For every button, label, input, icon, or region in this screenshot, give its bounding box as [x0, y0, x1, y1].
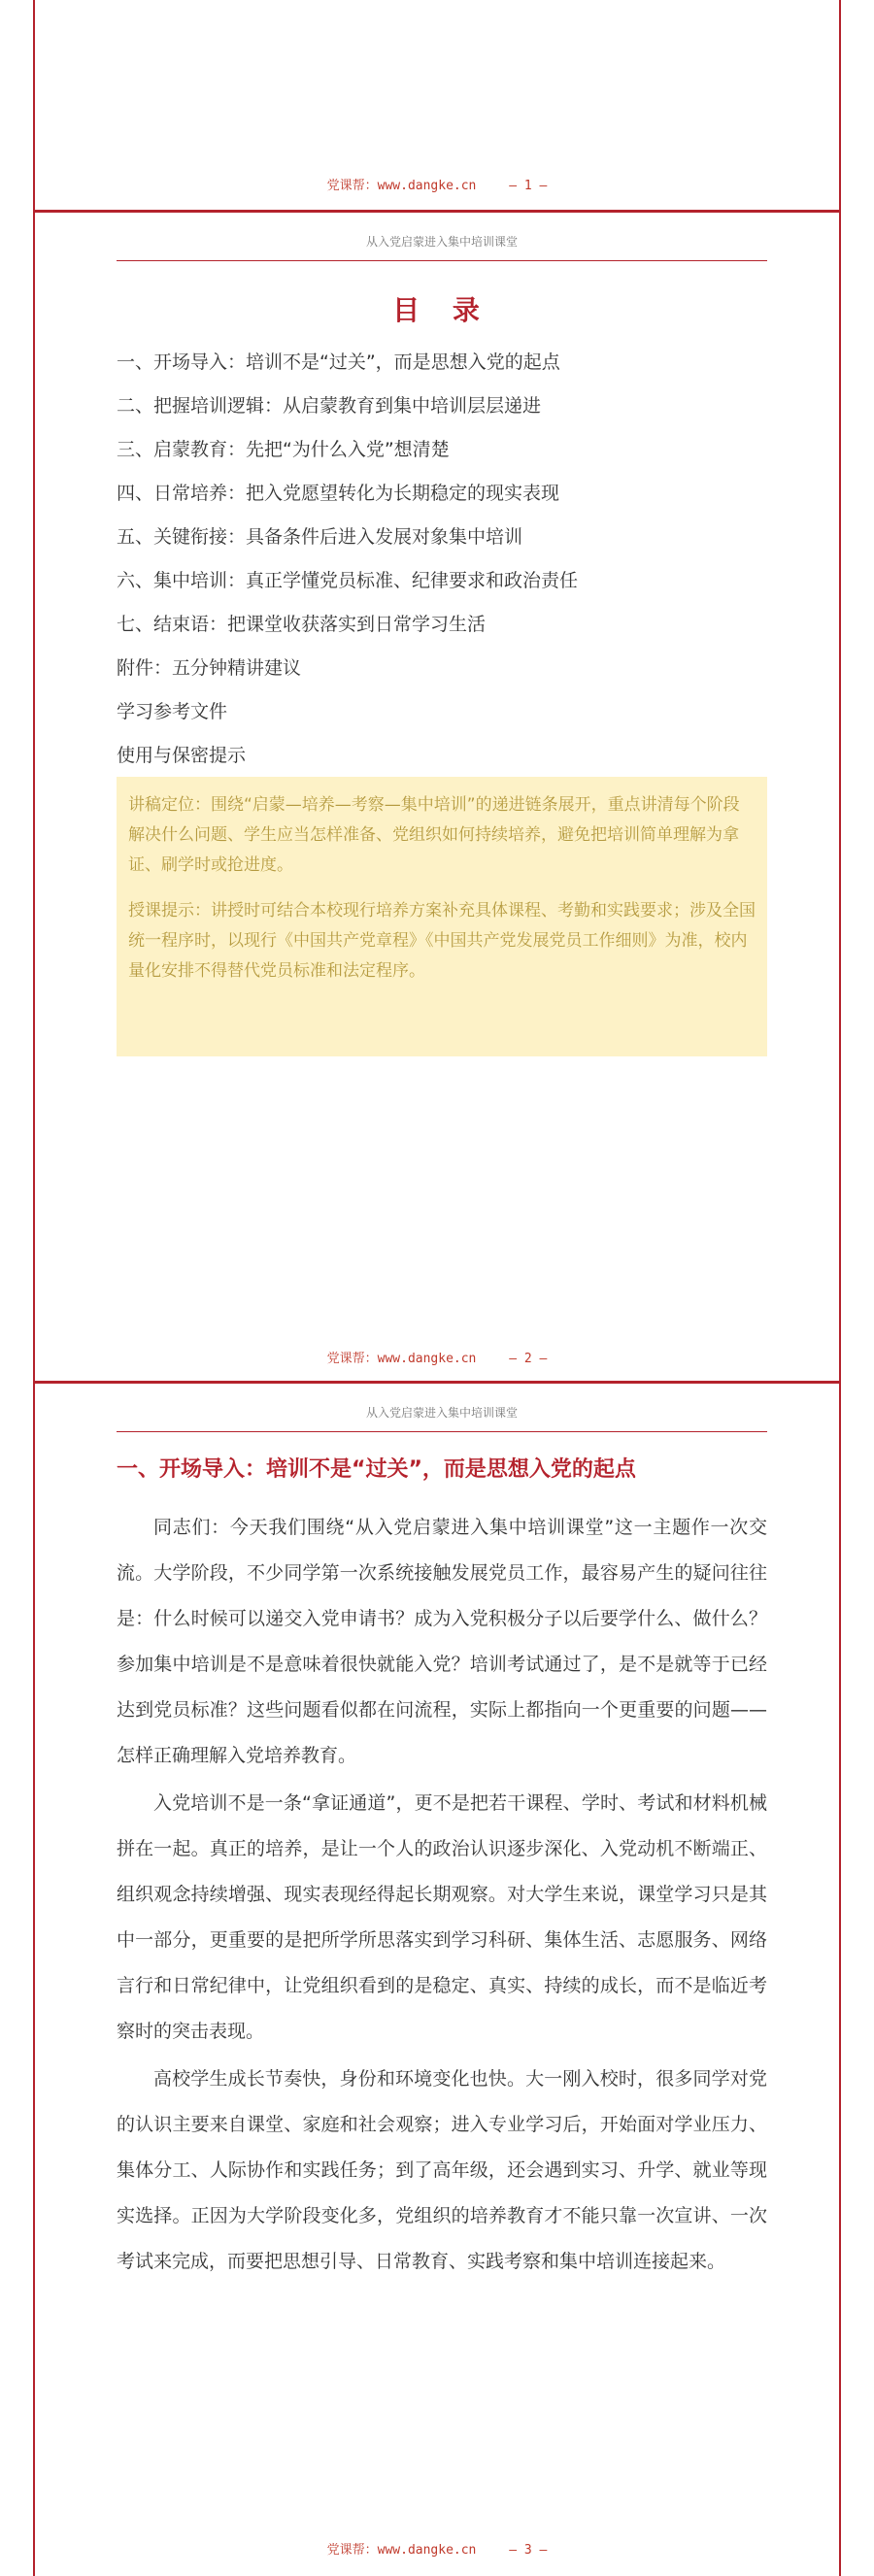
teaching-tips-note: 授课提示：讲授时可结合本校现行培养方案补充具体课程、考勤和实践要求；涉及全国统一程序时，以现行《中国共产党章程》《中国共产党发展党员工作细则》为准，校内量化安排不得替代党员标准和法定程序。	[128, 901, 756, 981]
footer-site: 党课帮：www.dangke.cn	[326, 2543, 477, 2558]
footer-page-number: — 3 —	[509, 2543, 548, 2558]
page-footer-2	[33, 1348, 841, 1366]
lecture-note-box	[117, 777, 767, 1056]
footer-site: 党课帮：www.dangke.cn	[326, 179, 477, 193]
footer-page-number: — 1 —	[509, 179, 548, 193]
running-header: 从入党启蒙进入集中培训课堂	[365, 235, 518, 249]
running-header-rule	[117, 260, 767, 261]
footer-site: 党课帮：www.dangke.cn	[326, 1352, 477, 1366]
toc-title: 目 录	[392, 294, 491, 326]
toc-item[interactable]: 一、开场导入：培训不是“过关”，而是思想入党的起点	[117, 351, 560, 373]
running-header: 从入党启蒙进入集中培训课堂	[365, 1406, 518, 1420]
section-heading: 一、开场导入：培训不是“过关”，而是思想入党的起点	[117, 1457, 636, 1482]
toc-item[interactable]: 附件：五分钟精讲建议	[117, 657, 302, 679]
body-paragraph: 同志们：今天我们围绕“从入党启蒙进入集中培训课堂”这一主题作一次交流。大学阶段，不少同学第一次系统接触发展党员工作，最容易产生的疑问往往是：什么时候可以递交入党申请书？成为入党积极分子以后要学什么、做什么？参加集中培训是不是意味着很快就能入党？培训考试通过了，是不是就等于已经达到党员标准？这些问题看似都在问流程，实际上都指向一个更重要的问题——怎样正确理解入党培养教育。	[117, 1517, 767, 1766]
toc-item[interactable]: 三、启蒙教育：先把“为什么入党”想清楚	[117, 439, 450, 460]
toc-item[interactable]: 学习参考文件	[117, 701, 228, 722]
footer-page-number: — 2 —	[509, 1352, 548, 1366]
page-footer-3	[33, 2539, 841, 2558]
running-header-rule	[117, 1431, 767, 1432]
toc-item[interactable]: 五、关键衔接：具备条件后进入发展对象集中培训	[117, 526, 523, 548]
positioning-note: 讲稿定位：围绕“启蒙—培养—考察—集中培训”的递进链条展开，重点讲清每个阶段解决什么问题、学生应当怎样准备、党组织如何持续培养，避免把培训简单理解为拿证、刷学时或抢进度。	[128, 795, 740, 875]
toc-item[interactable]: 四、日常培养：把入党愿望转化为长期稳定的现实表现	[117, 483, 560, 504]
body-paragraph: 高校学生成长节奏快，身份和环境变化也快。大一刚入校时，很多同学对党的认识主要来自课堂、家庭和社会观察；进入专业学习后，开始面对学业压力、集体分工、人际协作和实践任务；到了高年级，还会遇到实习、升学、就业等现实选择。正因为大学阶段变化多，党组织的培养教育才不能只靠一次宣讲、一次考试来完成，而要把思想引导、日常教育、实践考察和集中培训连接起来。	[117, 2068, 767, 2272]
body-paragraph: 入党培训不是一条“拿证通道”，更不是把若干课程、学时、考试和材料机械拼在一起。真正的培养，是让一个人的政治认识逐步深化、入党动机不断端正、组织观念持续增强、现实表现经得起长期观察。对大学生来说，课堂学习只是其中一部分，更重要的是把所学所思落实到学习科研、集体生活、志愿服务、网络言行和日常纪律中，让党组织看到的是稳定、真实、持续的成长，而不是临近考察时的突击表现。	[117, 1792, 767, 2042]
toc-item[interactable]: 二、把握培训逻辑：从启蒙教育到集中培训层层递进	[117, 395, 542, 417]
toc-item[interactable]: 六、集中培训：真正学懂党员标准、纪律要求和政治责任	[117, 570, 579, 591]
page-footer-1	[33, 175, 841, 193]
toc-item[interactable]: 七、结束语：把课堂收获落实到日常学习生活	[117, 614, 487, 635]
toc-item[interactable]: 使用与保密提示	[117, 745, 247, 766]
section-body	[117, 1505, 767, 2287]
